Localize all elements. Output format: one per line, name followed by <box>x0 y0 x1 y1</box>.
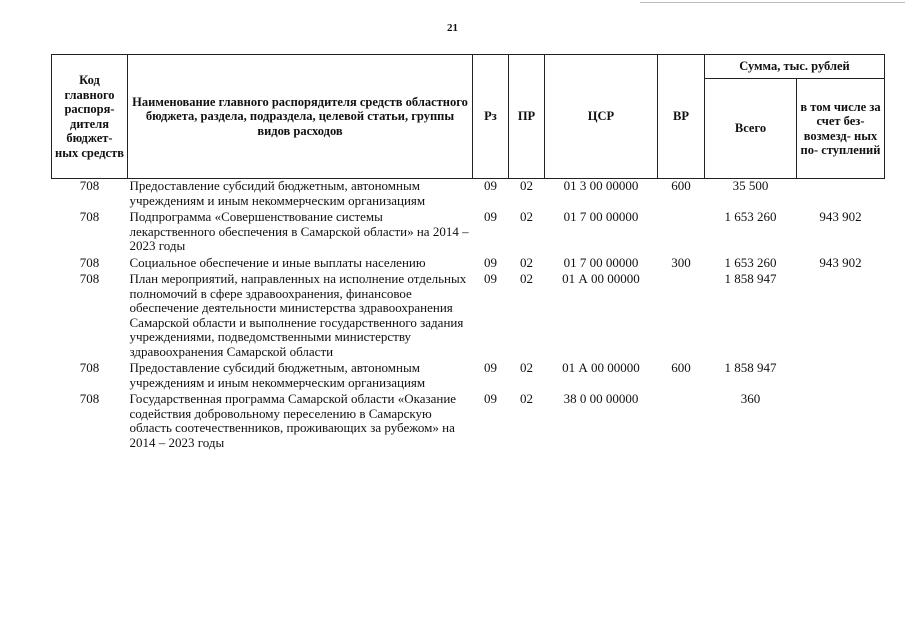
cell-total: 360 <box>740 391 761 406</box>
table-row <box>52 210 885 256</box>
header-free: в том числе за счет без- возмезд- ных по- ступлений <box>797 79 885 179</box>
cell-name: Предоставление субсидий бюджетным, автономным учреждениям и иным некоммерческим организациям <box>129 360 426 390</box>
cell-pr: 02 <box>520 254 533 270</box>
table-body <box>52 179 885 453</box>
table-row <box>52 256 885 273</box>
header-pr: ПР <box>509 55 545 179</box>
cell-csr: 01 А 00 00000 <box>562 360 640 375</box>
cell-total: 1 858 947 <box>724 271 777 286</box>
table-row <box>52 392 885 452</box>
cell-vr <box>658 272 705 361</box>
cell-rz: 09 <box>484 360 497 375</box>
table-row <box>52 272 885 361</box>
cell-csr: 38 0 00 00000 <box>563 391 639 406</box>
cell-free: 943 902 <box>819 254 862 270</box>
cell-rz: 09 <box>484 391 497 406</box>
table-row <box>52 361 885 392</box>
table-header <box>52 55 885 179</box>
header-csr: ЦСР <box>545 55 658 179</box>
cell-free <box>797 361 885 392</box>
cell-total: 1 858 947 <box>724 360 777 375</box>
cell-rz: 09 <box>484 254 497 270</box>
header-rz: Рз <box>473 55 509 179</box>
header-sum: Сумма, тыс. рублей <box>705 55 885 79</box>
cell-vr <box>658 392 705 452</box>
cell-pr: 02 <box>520 271 533 286</box>
cell-rz: 09 <box>484 209 497 224</box>
cell-code: 708 <box>79 254 100 270</box>
cell-vr <box>658 210 705 256</box>
cell-name: План мероприятий, направленных на исполнение отдельных полномочий в сфере здравоохранения, финансовое обеспечение деятельности министерства здравоохранения Самарской области и выполнение государственного задания учреждениями, подведомственными министерству здравоохранения Самарской области <box>129 271 467 359</box>
cell-name: Предоставление субсидий бюджетным, автономным учреждениям и иным некоммерческим организациям <box>128 179 473 211</box>
cell-free <box>797 272 885 361</box>
cell-code: 708 <box>79 360 100 375</box>
cell-total: 1 653 260 <box>724 209 777 224</box>
header-total: Всего <box>705 79 797 179</box>
cell-code: 708 <box>79 391 100 406</box>
cell-vr: 600 <box>658 179 705 211</box>
cell-csr: 01 7 00 00000 <box>563 209 639 224</box>
cell-code: 708 <box>79 209 100 224</box>
cell-vr: 600 <box>671 360 691 375</box>
cell-rz: 09 <box>484 271 497 286</box>
cell-code: 708 <box>79 271 100 286</box>
scan-edge-line <box>640 2 905 3</box>
cell-name: Подпрограмма «Совершенствование системы лекарственного обеспечения в Самарской области» на 2014 – 2023 годы <box>129 209 469 253</box>
header-vr: ВР <box>658 55 705 179</box>
cell-free <box>797 179 885 211</box>
cell-free <box>797 392 885 452</box>
cell-pr: 02 <box>520 360 533 375</box>
budget-table <box>51 54 885 452</box>
cell-vr: 300 <box>671 254 691 270</box>
page-number: 21 <box>447 22 458 34</box>
cell-csr: 01 А 00 00000 <box>562 271 640 286</box>
cell-name: Социальное обеспечение и иные выплаты населению <box>129 254 426 270</box>
cell-pr: 02 <box>520 209 533 224</box>
cell-rz: 09 <box>473 179 509 211</box>
table-row <box>52 179 885 211</box>
header-code: Код главного распоря- дителя бюджет- ных средств <box>52 55 128 179</box>
cell-code: 708 <box>52 179 128 211</box>
cell-name: Государственная программа Самарской области «Оказание содействия добровольному переселению в Самарскую область соотечественников, проживающих за рубежом» на 2014 – 2023 годы <box>129 391 457 450</box>
cell-free: 943 902 <box>819 209 862 224</box>
cell-pr: 02 <box>520 391 533 406</box>
cell-total: 35 500 <box>705 179 797 211</box>
cell-total: 1 653 260 <box>724 254 777 270</box>
cell-csr: 01 7 00 00000 <box>563 254 639 270</box>
header-name: Наименование главного распорядителя средств областного бюджета, раздела, подраздела, целевой статьи, группы видов расходов <box>128 55 473 179</box>
cell-pr: 02 <box>509 179 545 211</box>
cell-csr: 01 3 00 00000 <box>545 179 658 211</box>
